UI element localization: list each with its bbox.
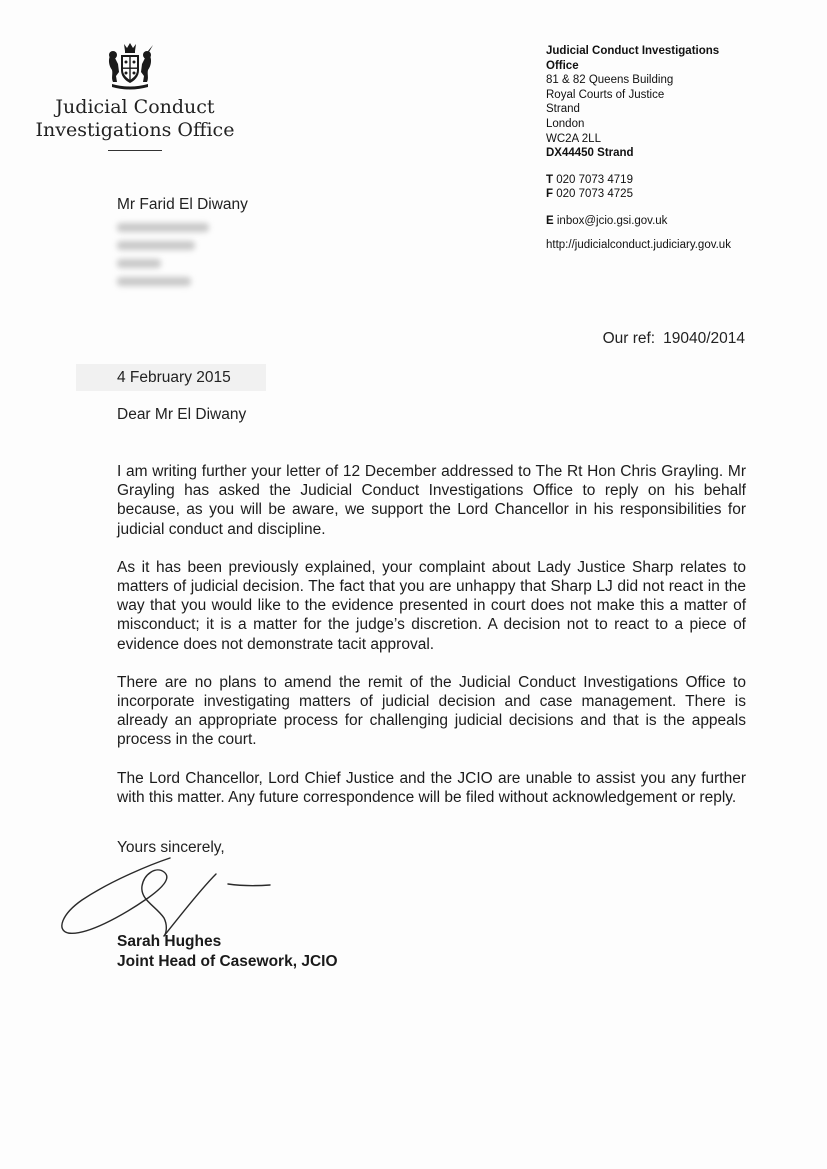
fax-label: F [546,188,554,201]
address-line2: Royal Courts of Justice [546,88,665,101]
address-line5: WC2A 2LL [546,132,601,145]
letter-body [117,462,746,826]
redacted-address-line [117,241,195,250]
email-line [546,214,806,229]
sender-address-block [546,44,806,252]
telephone-number: 020 7073 4719 [556,173,633,186]
salutation: Dear Mr El Diwany [117,406,247,423]
body-paragraph: As it has been previously explained, your complaint about Lady Justice Sharp relates to matters of judicial decision. The fact that you are unhappy that Sharp LJ did not react in the way that you would like to the evidence presented in court does not make this a matter of misconduct; it is a matter for the judge’s discretion. A decision not to react to a piece of evidence does not demonstrate tacit approval. [117,558,746,653]
telephone-line [546,173,806,188]
address-line3: Strand [546,103,580,116]
email-label: E [546,214,554,227]
telephone-label: T [546,173,554,186]
redacted-address-line [117,223,209,232]
office-name [30,96,240,142]
our-reference [603,330,745,348]
office-name-line1: Judicial Conduct [55,96,215,118]
org-name-line2: Office [546,59,579,72]
handwritten-signature [52,850,282,945]
email-address: inbox@jcio.gsi.gov.uk [556,214,668,227]
recipient-block [117,196,248,286]
office-name-line2: Investigations Office [35,119,235,141]
address-line1: 81 & 82 Queens Building [546,74,674,87]
org-name-line1: Judicial Conduct Investigations [546,45,720,57]
closing: Yours sincerely, [117,839,225,856]
fax-line [546,187,806,202]
signer-title: Joint Head of Casework, JCIO [117,953,338,970]
reference-label: Our ref: [602,330,656,347]
royal-coat-of-arms-icon [104,40,156,90]
address-line4: London [546,117,585,130]
signer-block [117,932,338,972]
fax-number: 020 7073 4725 [556,188,633,201]
redacted-address-line [117,259,161,268]
redacted-address-line [117,277,191,286]
body-paragraph: The Lord Chancellor, Lord Chief Justice and the JCIO are unable to assist you any further with this matter. Any future correspondence will be filed without acknowledgement or reply. [117,769,746,806]
signer-name: Sarah Hughes [117,933,222,950]
body-paragraph: There are no plans to amend the remit of the Judicial Conduct Investigations Office to incorporate investigating matters of judicial decision and case management. There is already an appropriate process for challenging judicial decisions and that is the appeals process in the court. [117,673,746,749]
dx-number: DX44450 Strand [546,147,634,160]
body-paragraph: I am writing further your letter of 12 December addressed to The Rt Hon Chris Grayling. Mr Grayling has asked the Judicial Conduct Investigations Office to reply on his behalf because, as you will be aware, we support the Lord Chancellor in his responsibilities for judicial conduct and discipline. [117,463,746,538]
office-name-divider [108,150,162,151]
recipient-name: Mr Farid El Diwany [117,196,248,213]
letter-date: 4 February 2015 [117,369,231,386]
reference-value: 19040/2014 [663,330,745,347]
website-url: http://judicialconduct.judiciary.gov.uk [546,238,731,251]
